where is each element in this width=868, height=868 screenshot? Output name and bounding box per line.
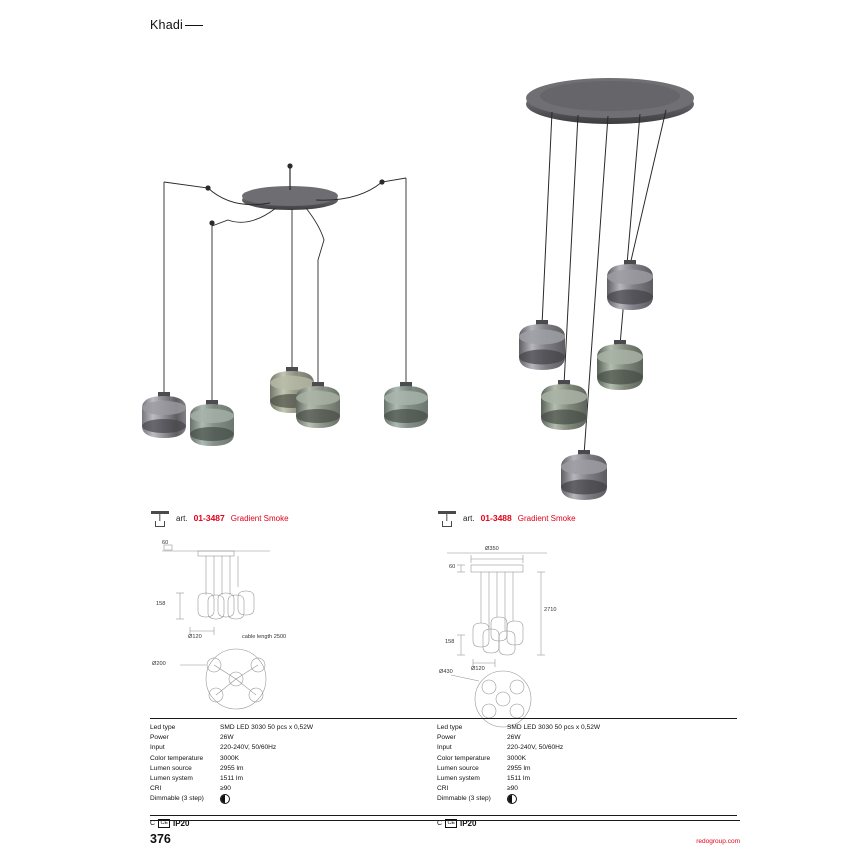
dim-d120: Ø120 xyxy=(188,634,202,640)
dim-d120: Ø120 xyxy=(471,666,485,672)
spec-row xyxy=(150,764,450,774)
ce-mark-icon: CE xyxy=(160,819,168,826)
article-finish: Gradient Smoke xyxy=(230,513,289,523)
dim-cable-length: cable length 2500 xyxy=(242,634,287,640)
spec-row xyxy=(150,754,450,764)
certification-row xyxy=(437,815,737,828)
spec-value: ≥90 xyxy=(220,785,231,793)
spec-row xyxy=(437,733,737,743)
dim-d430: Ø430 xyxy=(439,669,453,675)
spec-row xyxy=(437,723,737,733)
ceiling-mount-icon xyxy=(150,508,170,528)
spec-value: ≥90 xyxy=(507,785,518,793)
dim-60: 60 xyxy=(449,564,456,570)
product-block-right xyxy=(437,505,737,729)
spec-row xyxy=(150,774,450,784)
dim-60: 60 xyxy=(162,540,169,546)
article-label: art. xyxy=(463,513,475,523)
dim-d200: Ø200 xyxy=(152,661,166,667)
spec-value: 26W xyxy=(220,734,234,742)
product-block-left xyxy=(150,505,450,729)
spec-key: Color temperature xyxy=(150,754,204,762)
ip-rating: IP20 xyxy=(459,818,477,828)
spec-key: Input xyxy=(150,744,165,752)
spec-value: SMD LED 3030 50 pcs x 0,52W xyxy=(220,724,314,731)
spec-row xyxy=(437,784,737,794)
spec-value: 3000K xyxy=(220,754,240,762)
spec-divider xyxy=(150,718,450,719)
dim-158: 158 xyxy=(445,639,455,645)
article-code[interactable]: 01-3488 xyxy=(480,513,512,523)
khadi-5-light-spider-pendant-photo xyxy=(120,60,450,460)
spec-value xyxy=(220,794,450,808)
spec-row-dimmable xyxy=(437,794,737,808)
dim-2710: 2710 xyxy=(544,607,557,613)
spec-key: Lumen system xyxy=(437,775,480,783)
dimmable-icon xyxy=(220,794,230,804)
spec-key: Color temperature xyxy=(437,754,491,762)
ip-rating: IP20 xyxy=(172,818,190,828)
spec-key: Lumen source xyxy=(437,764,479,772)
article-label: art. xyxy=(176,513,188,523)
article-finish: Gradient Smoke xyxy=(517,513,576,523)
technical-drawing-left xyxy=(150,539,450,729)
spec-value: SMD LED 3030 50 pcs x 0,52W xyxy=(507,724,601,731)
spec-row xyxy=(437,754,737,764)
spec-key: Power xyxy=(437,734,456,742)
spec-value: 1511 lm xyxy=(220,775,243,783)
spec-value: 2955 lm xyxy=(507,764,531,772)
spec-row xyxy=(437,764,737,774)
spec-key: Input xyxy=(437,744,452,752)
spec-value xyxy=(507,794,737,808)
spec-value: 220-240V, 50/60Hz xyxy=(220,744,277,752)
spec-table-left xyxy=(150,718,450,828)
spec-key: Led type xyxy=(150,724,176,731)
dim-d350: Ø350 xyxy=(485,546,499,552)
page-number: 376 xyxy=(150,832,171,846)
spec-key: Led type xyxy=(437,724,463,731)
dim-158: 158 xyxy=(156,601,166,607)
c-mark: C xyxy=(150,819,156,827)
footer-divider xyxy=(150,820,740,821)
c-mark: C xyxy=(437,819,443,827)
spec-value: 26W xyxy=(507,734,521,742)
spec-key: Lumen source xyxy=(150,764,192,772)
spec-row-dimmable xyxy=(150,794,450,808)
page-title xyxy=(150,18,203,32)
technical-drawing-right xyxy=(437,539,737,729)
certification-row xyxy=(150,815,450,828)
page-title-text: Khadi xyxy=(150,18,183,32)
khadi-5-light-cluster-pendant-photo xyxy=(480,60,740,500)
spec-value: 2955 lm xyxy=(220,764,244,772)
title-underline xyxy=(185,25,203,26)
website-url[interactable]: redogroup.com xyxy=(696,838,740,845)
spec-row xyxy=(437,743,737,753)
spec-row xyxy=(150,784,450,794)
spec-value: 220-240V, 50/60Hz xyxy=(507,744,564,752)
article-row xyxy=(150,505,450,531)
spec-row xyxy=(150,723,450,733)
article-code[interactable]: 01-3487 xyxy=(193,513,225,523)
spec-key: CRI xyxy=(150,785,162,793)
spec-value: 1511 lm xyxy=(507,775,530,783)
spec-key: Lumen system xyxy=(150,775,193,783)
ce-mark-icon: CE xyxy=(447,819,455,826)
spec-value: 3000K xyxy=(507,754,527,762)
dimmable-icon xyxy=(507,794,517,804)
spec-row xyxy=(150,733,450,743)
spec-table-right xyxy=(437,718,737,828)
spec-key: Power xyxy=(150,734,169,742)
spec-row xyxy=(437,774,737,784)
spec-divider xyxy=(437,718,737,719)
spec-key: Dimmable (3 step) xyxy=(150,795,204,803)
ceiling-mount-icon xyxy=(437,508,457,528)
article-row xyxy=(437,505,737,531)
spec-key: CRI xyxy=(437,785,449,793)
spec-key: Dimmable (3 step) xyxy=(437,795,491,803)
spec-row xyxy=(150,743,450,753)
